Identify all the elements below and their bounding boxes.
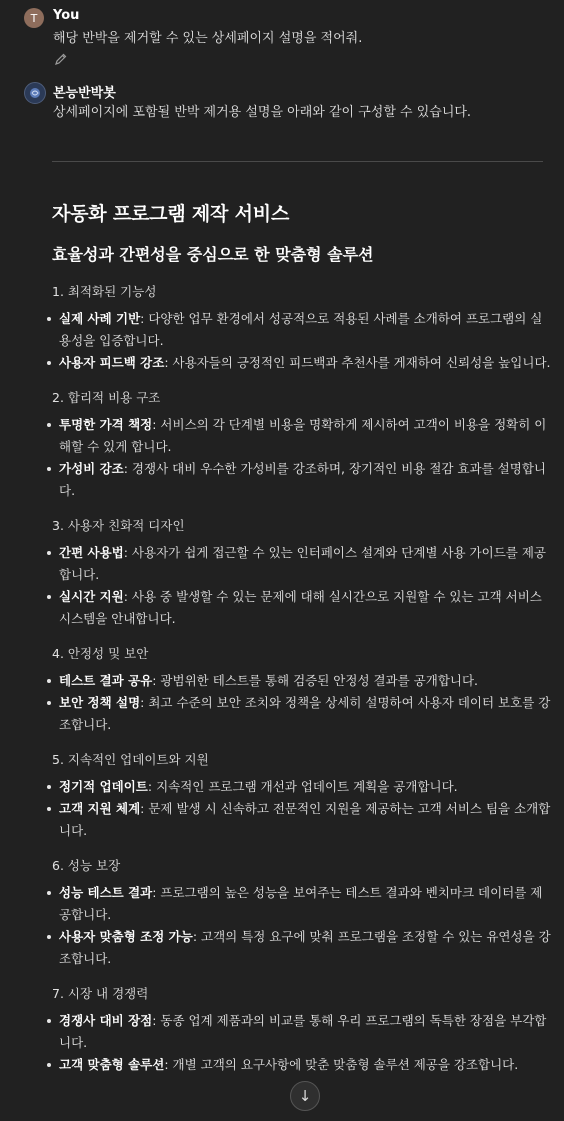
section-heading: 5. 지속적인 업데이트와 지원 [52,752,209,767]
divider [52,161,543,162]
item-text: : 경쟁사 대비 우수한 가성비를 강조하며, 장기적인 비용 절감 효과를 설명합니다. [59,461,546,498]
list-item [52,670,552,692]
item-label: 보안 정책 설명 [59,695,141,710]
arrow-down-icon[interactable]: ↓ [290,1081,320,1111]
section-list [52,308,552,374]
item-label: 테스트 결과 공유 [59,673,153,688]
section-heading: 3. 사용자 친화적 디자인 [52,518,185,533]
list-item [52,1054,552,1076]
item-text: : 개별 고객의 요구사항에 맞춘 맞춤형 솔루션 제공을 강조합니다. [164,1057,519,1072]
section-heading: 1. 최적화된 기능성 [52,284,157,299]
item-text: : 최고 수준의 보안 조치와 정책을 상세히 설명하여 사용자 데이터 보호를 강조합니다. [59,695,551,732]
section-list [52,882,552,970]
item-label: 실제 사례 기반 [59,311,141,326]
item-text: : 프로그램의 높은 성능을 보여주는 테스트 결과와 벤치마크 데이터를 제공합니다. [59,885,543,922]
list-item [52,542,552,586]
section-heading: 6. 성능 보장 [52,858,121,873]
bot-name: 본능반박봇 [53,86,116,101]
item-text: : 사용자가 쉽게 접근할 수 있는 인터페이스 설계와 단계별 사용 가이드를 제공합니다. [59,545,546,582]
item-label: 가성비 강조 [59,461,124,476]
article-title: 자동화 프로그램 제작 서비스 [52,203,290,225]
item-text: : 고객의 특정 요구에 맞춰 프로그램을 조정할 수 있는 유연성을 강조합니다. [59,929,551,966]
item-label: 간편 사용법 [59,545,124,560]
item-label: 투명한 가격 책정 [59,417,153,432]
list-item [52,458,552,502]
item-text: : 광범위한 테스트를 통해 검증된 안정성 결과를 공개합니다. [152,673,479,688]
item-text: : 지속적인 프로그램 개선과 업데이트 계획을 공개합니다. [147,779,458,794]
brain-icon [24,82,46,104]
item-label: 사용자 피드백 강조 [59,355,165,370]
section-list [52,1010,552,1076]
section-list [52,414,552,502]
item-label: 사용자 맞춤형 조정 가능 [59,929,193,944]
item-label: 정기적 업데이트 [59,779,148,794]
list-item [52,1010,552,1054]
user-name: You [53,8,80,23]
section-list [52,542,552,630]
user-message-text: 해당 반박을 제거할 수 있는 상세페이지 설명을 적어줘. [53,31,363,46]
section-heading: 4. 안정성 및 보안 [52,646,149,661]
list-item [52,798,552,842]
article-content [52,199,552,1090]
item-text: : 사용자들의 긍정적인 피드백과 추천사를 게재하여 신뢰성을 높입니다. [164,355,551,370]
user-avatar: T [24,8,44,28]
list-item [52,586,552,630]
item-label: 고객 맞춤형 솔루션 [59,1057,165,1072]
section-list [52,670,552,736]
list-item [52,308,552,352]
list-item [52,352,552,374]
list-item [52,882,552,926]
list-item [52,926,552,970]
section-heading: 2. 합리적 비용 구조 [52,390,161,405]
bot-intro-text: 상세페이지에 포함될 반박 제거용 설명을 아래와 같이 구성할 수 있습니다. [53,105,472,120]
list-item [52,692,552,736]
list-item [52,776,552,798]
item-label: 성능 테스트 결과 [59,885,153,900]
item-text: : 다양한 업무 환경에서 성공적으로 적용된 사례를 소개하여 프로그램의 실용성을 입증합니다. [59,311,543,348]
item-label: 실시간 지원 [59,589,124,604]
item-text: : 동종 업계 제품과의 비교를 통해 우리 프로그램의 독특한 장점을 부각합니다. [59,1013,547,1050]
item-text: : 서비스의 각 단계별 비용을 명확하게 제시하여 고객이 비용을 정확히 이해할 수 있게 합니다. [59,417,547,454]
item-label: 고객 지원 체계 [59,801,141,816]
pencil-icon[interactable] [54,51,68,65]
item-text: : 문제 발생 시 신속하고 전문적인 지원을 제공하는 고객 서비스 팀을 소개합니다. [59,801,551,838]
item-text: : 사용 중 발생할 수 있는 문제에 대해 실시간으로 지원할 수 있는 고객 서비스 시스템을 안내합니다. [59,589,542,626]
article-subtitle: 효율성과 간편성을 중심으로 한 맞춤형 솔루션 [52,245,374,264]
list-item [52,414,552,458]
item-label: 경쟁사 대비 장점 [59,1013,153,1028]
section-heading: 7. 시장 내 경쟁력 [52,986,149,1001]
section-list [52,776,552,842]
